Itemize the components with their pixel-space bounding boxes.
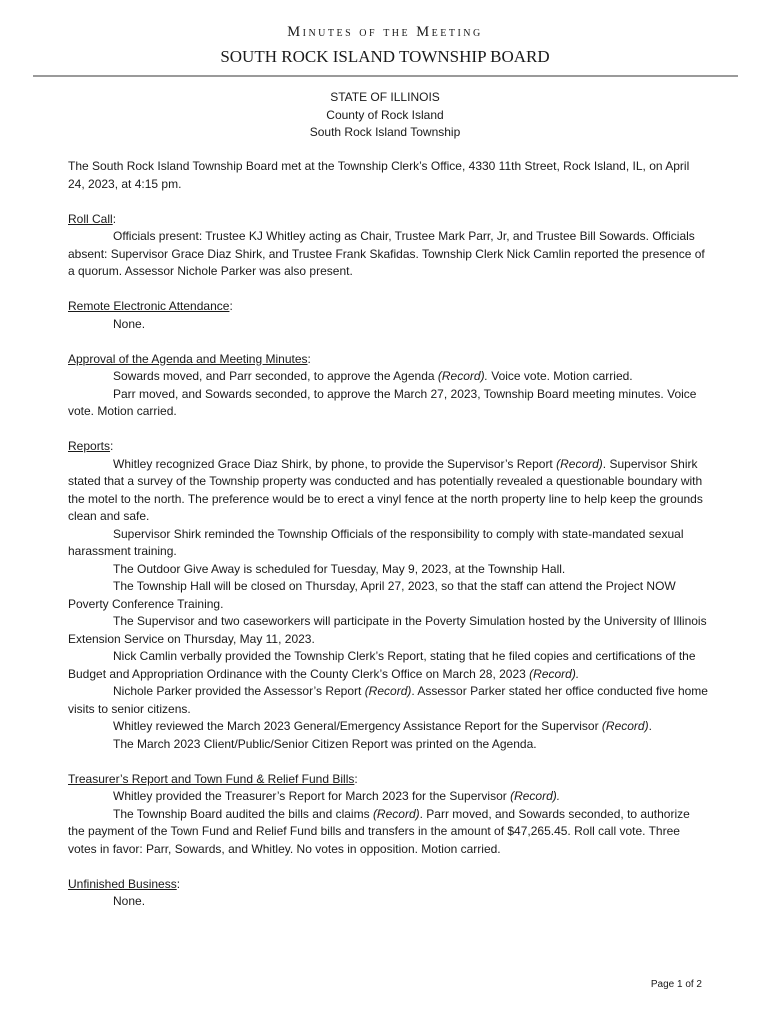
- roll-call-heading-text: Roll Call: [68, 211, 113, 226]
- minutes-body: [68, 158, 708, 911]
- remote-text: None.: [113, 316, 146, 331]
- reports-paragraph-8: Whitley reviewed the March 2023 General/Emergency Assistance Report for the Supervisor (Record).: [113, 719, 652, 733]
- page-number: Page 1 of 2: [650, 979, 702, 990]
- reports-paragraph-4: The Township Hall will be closed on Thursday, April 27, 2023, so that the staff can attend the Project NOW Poverty Conference Training.: [68, 579, 676, 611]
- reports-heading: Reports:: [68, 439, 114, 453]
- roll-call-text: Officials present: Trustee KJ Whitley acting as Chair, Trustee Mark Parr, Jr, and Trustee Bill Sowards. Officials absent: Supervisor Grace Diaz Shirk, and Trustee Frank Skafidas. Township Clerk Nick Camlin reported the presence of a quorum. Assessor Nichole Parker was also present.: [68, 229, 705, 278]
- reports-paragraph-7: Nichole Parker provided the Assessor’s Report (Record). Assessor Parker stated her office conducted five home visits to senior citizens.: [68, 684, 708, 716]
- reports-paragraph-5: The Supervisor and two caseworkers will participate in the Poverty Simulation hosted by the University of Illinois Extension Service on Thursday, May 11, 2023.: [68, 614, 707, 646]
- reports-paragraph-9: The March 2023 Client/Public/Senior Citizen Report was printed on the Agenda.: [113, 736, 537, 751]
- header-state: STATE OF ILLINOIS: [330, 90, 440, 104]
- approval-heading-text: Approval of the Agenda and Meeting Minutes: [68, 351, 308, 366]
- remote-heading: Remote Electronic Attendance:: [68, 299, 233, 313]
- reports-paragraph-2: Supervisor Shirk reminded the Township Officials of the responsibility to comply with state-mandated sexual harassment training.: [68, 526, 684, 558]
- treasurer-paragraph-1: Whitley provided the Treasurer’s Report for March 2023 for the Supervisor (Record).: [113, 789, 561, 803]
- approval-paragraph-2: Parr moved, and Sowards seconded, to approve the March 27, 2023, Township Board meeting minutes. Voice vote. Motion carried.: [68, 386, 697, 418]
- approval-heading: Approval of the Agenda and Meeting Minutes:: [68, 351, 311, 366]
- reports-heading-text: Reports: [68, 439, 111, 453]
- header-township: South Rock Island Township: [309, 125, 461, 139]
- unfinished-heading: Unfinished Business:: [68, 876, 181, 891]
- title-divider: [33, 75, 738, 77]
- reports-paragraph-1: Whitley recognized Grace Diaz Shirk, by phone, to provide the Supervisor’s Report (Record). Supervisor Shirk stated that a survey of the Township property was conducted and has potentially revealed a questionable boundary with the motel to the north. The preference would be to erect a vinyl fence at the north property line to help keep the grounds clean and safe.: [68, 456, 703, 523]
- unfinished-heading-text: Unfinished Business: [68, 876, 177, 891]
- remote-heading-text: Remote Electronic Attendance: [68, 299, 230, 313]
- document-header: [0, 89, 770, 142]
- unfinished-text: None.: [113, 894, 146, 908]
- minutes-title: [0, 24, 770, 41]
- minutes-title-text: Minutes of the Meeting: [287, 24, 483, 40]
- treasurer-paragraph-2: The Township Board audited the bills and claims (Record). Parr moved, and Sowards seconded, to authorize the payment of the Town Fund and Relief Fund bills and transfers in the amount of $47,265.45. Roll call vote. Three votes in favor: Parr, Sowards, and Whitley. No votes in opposition. Motion carried.: [68, 806, 690, 856]
- header-county: County of Rock Island: [326, 107, 444, 122]
- roll-call-heading: Roll Call:: [68, 211, 117, 226]
- board-title: SOUTH ROCK ISLAND TOWNSHIP BOARD: [220, 47, 550, 66]
- intro-paragraph: The South Rock Island Township Board met at the Township Clerk’s Office, 4330 11th Street, Rock Island, IL, on April 24, 2023, at 4:15 pm.: [68, 159, 690, 191]
- treasurer-heading: Treasurer’s Report and Town Fund & Relief Fund Bills:: [68, 771, 358, 786]
- reports-paragraph-6: Nick Camlin verbally provided the Township Clerk’s Report, stating that he filed copies and certifications of the Budget and Appropriation Ordinance with the County Clerk’s Office on March 28, 2023 (Record).: [68, 649, 696, 681]
- treasurer-heading-text: Treasurer’s Report and Town Fund & Relief Fund Bills: [68, 771, 355, 786]
- approval-paragraph-1: Sowards moved, and Parr seconded, to approve the Agenda (Record). Voice vote. Motion carried.: [113, 369, 633, 383]
- reports-paragraph-3: The Outdoor Give Away is scheduled for Tuesday, May 9, 2023, at the Township Hall.: [113, 561, 566, 576]
